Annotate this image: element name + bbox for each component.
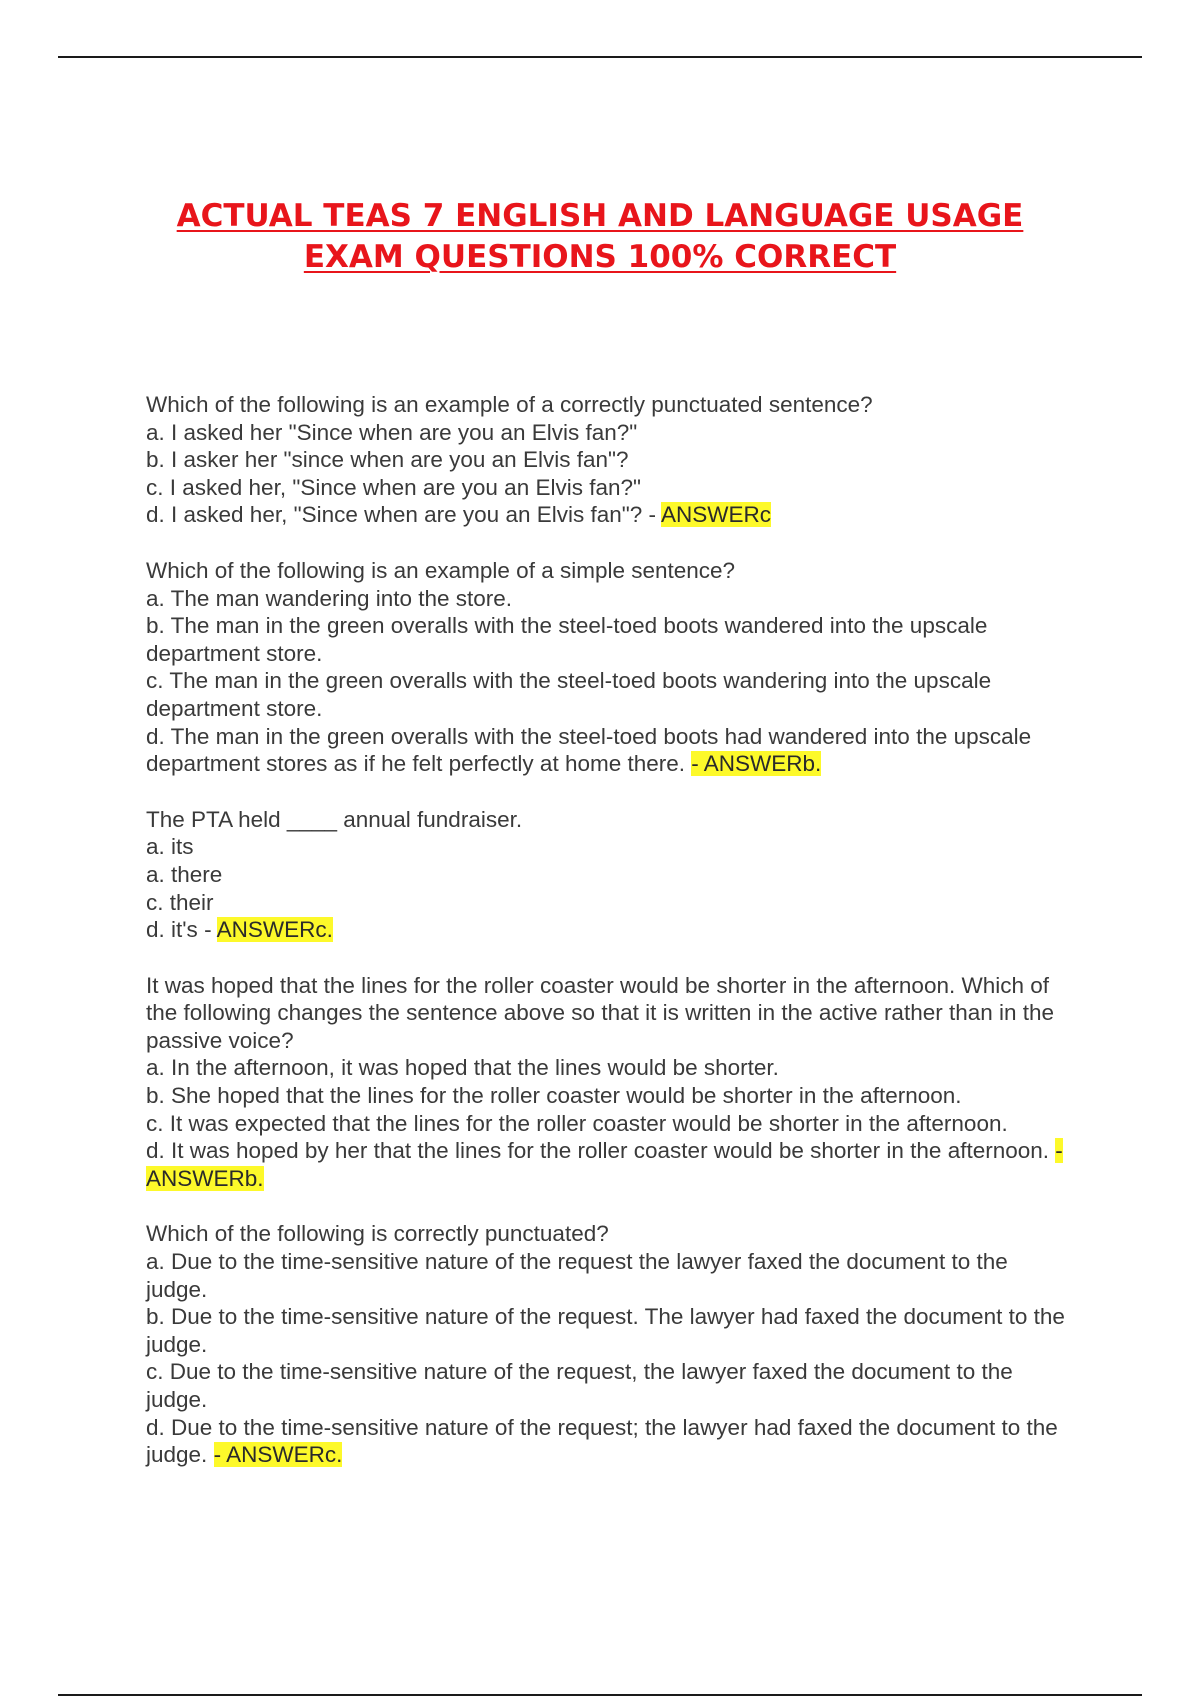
question-block <box>146 557 1066 778</box>
answer-highlight: - ANSWERc. <box>213 1442 343 1468</box>
option-d: d. I asked her, "Since when are you an Elvis fan"? - <box>146 502 662 528</box>
option-d-with-answer <box>146 501 1066 529</box>
option-a: a. I asked her "Since when are you an Elvis fan?" <box>146 419 638 445</box>
answer-highlight: ANSWERc <box>661 502 772 528</box>
option-c: c. I asked her, "Since when are you an Elvis fan?" <box>146 474 641 500</box>
option-a: a. its <box>146 834 194 860</box>
option-b: a. there <box>146 861 223 887</box>
answer-highlight: - ANSWERb. <box>146 1138 1063 1191</box>
option-c: c. It was expected that the lines for the roller coaster would be shorter in the afternoon. <box>146 1110 1008 1136</box>
question-list <box>146 391 1066 1497</box>
option-a: a. In the afternoon, it was hoped that the lines would be shorter. <box>146 1055 779 1081</box>
option-b: b. I asker her "since when are you an Elvis fan"? <box>146 447 629 473</box>
option-b: b. The man in the green overalls with the steel-toed boots wandered into the upscale department store. <box>146 613 988 666</box>
question-block <box>146 972 1066 1193</box>
option-d: d. Due to the time-sensitive nature of the request; the lawyer had faxed the document to the judge. <box>146 1414 1058 1468</box>
top-rule <box>58 56 1142 58</box>
option-d: d. it's - <box>146 917 217 943</box>
answer-highlight: - ANSWERb. <box>691 751 822 777</box>
document-title <box>100 196 1100 278</box>
option-c: c. The man in the green overalls with the steel-toed boots wandering into the upscale department store. <box>146 668 992 721</box>
option-c: c. Due to the time-sensitive nature of the request, the lawyer faxed the document to the judge. <box>146 1359 1013 1412</box>
bottom-rule <box>58 1694 1142 1696</box>
option-b: b. Due to the time-sensitive nature of the request. The lawyer had faxed the document to the judge. <box>146 1304 1065 1357</box>
title-line-1: ACTUAL TEAS 7 ENGLISH AND LANGUAGE USAGE <box>176 198 1024 234</box>
option-a: a. Due to the time-sensitive nature of the request the lawyer faxed the document to the judge. <box>146 1249 1008 1302</box>
option-d: d. It was hoped by her that the lines for the roller coaster would be shorter in the afternoon. <box>146 1138 1056 1164</box>
option-b: b. She hoped that the lines for the roller coaster would be shorter in the afternoon. <box>146 1083 962 1109</box>
question-stem: The PTA held ____ annual fundraiser. <box>146 806 523 832</box>
question-block <box>146 391 1066 529</box>
option-a: a. The man wandering into the store. <box>146 585 513 611</box>
option-d-with-answer <box>146 1414 1066 1469</box>
option-d-with-answer <box>146 916 1066 944</box>
question-block <box>146 806 1066 944</box>
question-stem: It was hoped that the lines for the roller coaster would be shorter in the afternoon. Which of the following changes the sentence above so that it is written in the active rather than in the passive voice? <box>146 972 1055 1053</box>
option-c: c. their <box>146 889 214 915</box>
title-line-2: EXAM QUESTIONS 100% CORRECT <box>303 239 897 275</box>
option-d-with-answer <box>146 723 1066 778</box>
answer-highlight: ANSWERc. <box>216 917 333 943</box>
option-d-with-answer <box>146 1137 1066 1192</box>
question-stem: Which of the following is an example of a correctly punctuated sentence? <box>146 392 873 417</box>
option-d: d. The man in the green overalls with the steel-toed boots had wandered into the upscale department stores as if he felt perfectly at home there. <box>146 723 1032 777</box>
question-block <box>146 1220 1066 1468</box>
question-stem: Which of the following is correctly punctuated? <box>146 1221 609 1247</box>
question-stem: Which of the following is an example of a simple sentence? <box>146 557 736 583</box>
